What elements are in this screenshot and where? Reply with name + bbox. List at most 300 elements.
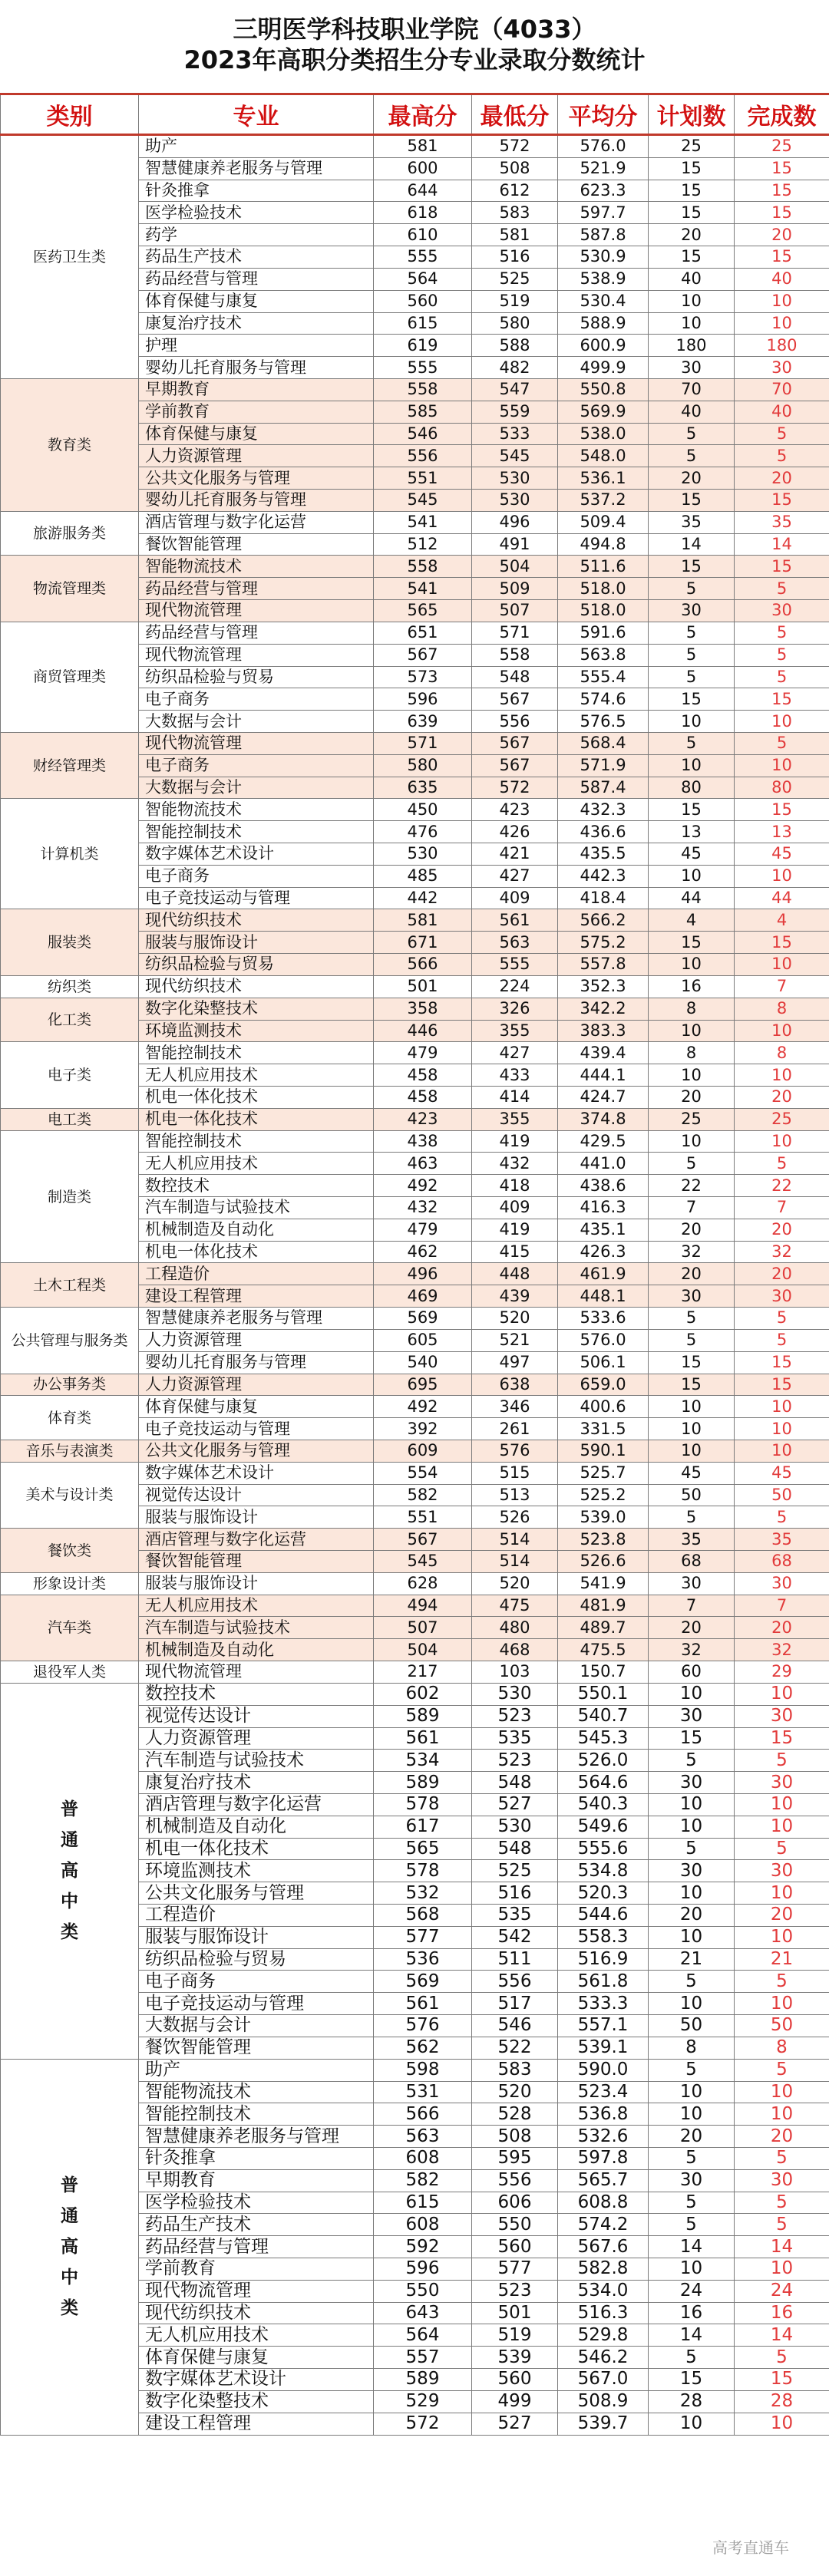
avg-score-cell: 508.9 xyxy=(558,2390,649,2413)
table-row xyxy=(1,998,829,1020)
plan-count-cell: 10 xyxy=(649,2103,735,2126)
max-score-cell: 592 xyxy=(374,2236,472,2258)
plan-count-cell: 5 xyxy=(649,2214,735,2236)
max-score-cell: 561 xyxy=(374,1727,472,1750)
avg-score-cell: 441.0 xyxy=(558,1153,649,1175)
avg-score-cell: 590.1 xyxy=(558,1440,649,1462)
plan-count-cell: 14 xyxy=(649,2236,735,2258)
major-cell: 建设工程管理 xyxy=(139,1285,374,1308)
avg-score-cell: 587.8 xyxy=(558,224,649,246)
min-score-cell: 583 xyxy=(472,2059,558,2081)
min-score-cell: 558 xyxy=(472,644,558,666)
done-count-cell: 8 xyxy=(735,998,829,1020)
table-body xyxy=(1,135,829,2436)
category-cell xyxy=(1,1683,139,2059)
done-count-cell: 20 xyxy=(735,2126,829,2148)
avg-score-cell: 534.0 xyxy=(558,2280,649,2302)
category-label: 物流管理类 xyxy=(32,580,106,598)
avg-score-cell: 533.6 xyxy=(558,1308,649,1330)
max-score-cell: 494 xyxy=(374,1595,472,1617)
major-cell: 大数据与会计 xyxy=(139,777,374,799)
avg-score-cell: 550.8 xyxy=(558,378,649,401)
plan-count-cell: 32 xyxy=(649,1639,735,1661)
major-cell: 机械制造及自动化 xyxy=(139,1816,374,1838)
major-cell: 助产 xyxy=(139,135,374,158)
major-cell: 数字媒体艺术设计 xyxy=(139,843,374,866)
category-label: 退役军人类 xyxy=(32,1663,106,1681)
plan-count-cell: 30 xyxy=(649,357,735,379)
max-score-cell: 554 xyxy=(374,1462,472,1484)
avg-score-cell: 530.9 xyxy=(558,246,649,269)
max-score-cell: 563 xyxy=(374,2126,472,2148)
max-score-cell: 569 xyxy=(374,1971,472,1993)
max-score-cell: 628 xyxy=(374,1572,472,1595)
plan-count-cell: 20 xyxy=(649,224,735,246)
table-row xyxy=(1,1396,829,1418)
plan-count-cell: 10 xyxy=(649,2081,735,2103)
done-count-cell: 15 xyxy=(735,157,829,180)
table-row xyxy=(1,732,829,754)
min-score-cell: 480 xyxy=(472,1617,558,1639)
table-row xyxy=(1,1661,829,1684)
avg-score-cell: 436.6 xyxy=(558,821,649,843)
done-count-cell: 15 xyxy=(735,246,829,269)
plan-count-cell: 10 xyxy=(649,1882,735,1905)
min-score-cell: 567 xyxy=(472,732,558,754)
min-score-cell: 261 xyxy=(472,1418,558,1440)
min-score-cell: 556 xyxy=(472,711,558,733)
plan-count-cell: 10 xyxy=(649,1418,735,1440)
min-score-cell: 548 xyxy=(472,666,558,688)
avg-score-cell: 539.7 xyxy=(558,2413,649,2435)
plan-count-cell: 22 xyxy=(649,1175,735,1197)
major-cell: 现代物流管理 xyxy=(139,2280,374,2302)
avg-score-cell: 481.9 xyxy=(558,1595,649,1617)
major-cell: 现代物流管理 xyxy=(139,732,374,754)
plan-count-cell: 5 xyxy=(649,644,735,666)
avg-score-cell: 567.0 xyxy=(558,2369,649,2391)
plan-count-cell: 20 xyxy=(649,1905,735,1927)
max-score-cell: 577 xyxy=(374,1926,472,1948)
max-score-cell: 463 xyxy=(374,1153,472,1175)
plan-count-cell: 14 xyxy=(649,2324,735,2347)
min-score-cell: 606 xyxy=(472,2192,558,2214)
min-score-cell: 527 xyxy=(472,2413,558,2435)
done-count-cell: 5 xyxy=(735,732,829,754)
category-label: 普通高中类 xyxy=(61,1799,78,1943)
min-score-cell: 530 xyxy=(472,1816,558,1838)
done-count-cell: 5 xyxy=(735,644,829,666)
max-score-cell: 551 xyxy=(374,1506,472,1529)
min-score-cell: 427 xyxy=(472,865,558,887)
major-cell: 针灸推拿 xyxy=(139,2147,374,2169)
avg-score-cell: 544.6 xyxy=(558,1905,649,1927)
plan-count-cell: 5 xyxy=(649,1750,735,1772)
min-score-cell: 514 xyxy=(472,1551,558,1573)
avg-score-cell: 590.0 xyxy=(558,2059,649,2081)
done-count-cell: 15 xyxy=(735,556,829,578)
plan-count-cell: 16 xyxy=(649,975,735,998)
category-label: 普通高中类 xyxy=(61,2175,78,2319)
category-label: 旅游服务类 xyxy=(32,525,106,543)
min-score-cell: 525 xyxy=(472,1860,558,1882)
avg-score-cell: 549.6 xyxy=(558,1816,649,1838)
done-count-cell: 5 xyxy=(735,2147,829,2169)
max-score-cell: 550 xyxy=(374,2280,472,2302)
done-count-cell: 10 xyxy=(735,1926,829,1948)
done-count-cell: 40 xyxy=(735,268,829,290)
category-cell xyxy=(1,1108,139,1130)
done-count-cell: 35 xyxy=(735,1529,829,1551)
plan-count-cell: 10 xyxy=(649,1993,735,2015)
max-score-cell: 534 xyxy=(374,1750,472,1772)
major-cell: 工程造价 xyxy=(139,1263,374,1285)
avg-score-cell: 541.9 xyxy=(558,1572,649,1595)
max-score-cell: 567 xyxy=(374,644,472,666)
min-score-cell: 418 xyxy=(472,1175,558,1197)
min-score-cell: 548 xyxy=(472,1838,558,1860)
min-score-cell: 545 xyxy=(472,445,558,467)
plan-count-cell: 30 xyxy=(649,1572,735,1595)
avg-score-cell: 569.9 xyxy=(558,401,649,423)
avg-score-cell: 540.3 xyxy=(558,1793,649,1816)
major-cell: 智能控制技术 xyxy=(139,1042,374,1064)
major-cell: 无人机应用技术 xyxy=(139,2324,374,2347)
major-cell: 机电一体化技术 xyxy=(139,1108,374,1130)
avg-score-cell: 623.3 xyxy=(558,180,649,202)
max-score-cell: 462 xyxy=(374,1241,472,1263)
done-count-cell: 30 xyxy=(735,1860,829,1882)
watermark: 高考直通车 xyxy=(712,2538,789,2557)
max-score-cell: 671 xyxy=(374,932,472,954)
done-count-cell: 32 xyxy=(735,1241,829,1263)
category-cell xyxy=(1,1529,139,1573)
major-cell: 机械制造及自动化 xyxy=(139,1219,374,1241)
major-cell: 体育保健与康复 xyxy=(139,423,374,445)
done-count-cell: 30 xyxy=(735,600,829,622)
major-cell: 公共文化服务与管理 xyxy=(139,1440,374,1462)
done-count-cell: 5 xyxy=(735,622,829,644)
done-count-cell: 10 xyxy=(735,1993,829,2015)
plan-count-cell: 10 xyxy=(649,2413,735,2435)
max-score-cell: 581 xyxy=(374,135,472,158)
plan-count-cell: 5 xyxy=(649,1153,735,1175)
done-count-cell: 30 xyxy=(735,2169,829,2192)
min-score-cell: 497 xyxy=(472,1351,558,1374)
min-score-cell: 571 xyxy=(472,622,558,644)
plan-count-cell: 15 xyxy=(649,180,735,202)
min-score-cell: 439 xyxy=(472,1285,558,1308)
plan-count-cell: 5 xyxy=(649,2347,735,2369)
min-score-cell: 508 xyxy=(472,2126,558,2148)
done-count-cell: 4 xyxy=(735,909,829,932)
min-score-cell: 355 xyxy=(472,1108,558,1130)
max-score-cell: 545 xyxy=(374,490,472,512)
category-cell xyxy=(1,998,139,1042)
done-count-cell: 10 xyxy=(735,1440,829,1462)
min-score-cell: 433 xyxy=(472,1064,558,1087)
done-count-cell: 10 xyxy=(735,1418,829,1440)
done-count-cell: 10 xyxy=(735,1793,829,1816)
done-count-cell: 8 xyxy=(735,2037,829,2059)
major-cell: 现代纺织技术 xyxy=(139,975,374,998)
max-score-cell: 609 xyxy=(374,1440,472,1462)
avg-score-cell: 342.2 xyxy=(558,998,649,1020)
min-score-cell: 547 xyxy=(472,378,558,401)
major-cell: 智慧健康养老服务与管理 xyxy=(139,157,374,180)
major-cell: 药品生产技术 xyxy=(139,246,374,269)
done-count-cell: 5 xyxy=(735,1750,829,1772)
plan-count-cell: 50 xyxy=(649,1484,735,1506)
done-count-cell: 30 xyxy=(735,1572,829,1595)
avg-score-cell: 539.0 xyxy=(558,1506,649,1529)
plan-count-cell: 10 xyxy=(649,1020,735,1042)
avg-score-cell: 494.8 xyxy=(558,533,649,556)
min-score-cell: 572 xyxy=(472,777,558,799)
min-score-cell: 409 xyxy=(472,887,558,909)
avg-score-cell: 475.5 xyxy=(558,1639,649,1661)
avg-score-cell: 416.3 xyxy=(558,1197,649,1219)
plan-count-cell: 15 xyxy=(649,1727,735,1750)
plan-count-cell: 15 xyxy=(649,2369,735,2391)
done-count-cell: 22 xyxy=(735,1175,829,1197)
avg-score-cell: 489.7 xyxy=(558,1617,649,1639)
done-count-cell: 5 xyxy=(735,1838,829,1860)
plan-count-cell: 15 xyxy=(649,556,735,578)
min-score-cell: 522 xyxy=(472,2037,558,2059)
category-label: 体育类 xyxy=(47,1409,91,1427)
done-count-cell: 35 xyxy=(735,511,829,533)
min-score-cell: 426 xyxy=(472,821,558,843)
category-label: 美术与设计类 xyxy=(25,1486,114,1504)
major-cell: 体育保健与康复 xyxy=(139,290,374,312)
done-count-cell: 8 xyxy=(735,1042,829,1064)
major-cell: 数字化染整技术 xyxy=(139,2390,374,2413)
major-cell: 无人机应用技术 xyxy=(139,1153,374,1175)
plan-count-cell: 25 xyxy=(649,135,735,158)
min-score-cell: 539 xyxy=(472,2347,558,2369)
table-row xyxy=(1,2059,829,2081)
min-score-cell: 530 xyxy=(472,467,558,490)
major-cell: 医学检验技术 xyxy=(139,202,374,224)
table-row xyxy=(1,1263,829,1285)
avg-score-cell: 374.8 xyxy=(558,1108,649,1130)
major-cell: 助产 xyxy=(139,2059,374,2081)
max-score-cell: 695 xyxy=(374,1374,472,1396)
category-label: 制造类 xyxy=(47,1188,91,1206)
category-label: 办公事务类 xyxy=(32,1376,106,1394)
min-score-cell: 530 xyxy=(472,490,558,512)
max-score-cell: 469 xyxy=(374,1285,472,1308)
major-cell: 酒店管理与数字化运营 xyxy=(139,1529,374,1551)
avg-score-cell: 516.3 xyxy=(558,2302,649,2324)
min-score-cell: 560 xyxy=(472,2369,558,2391)
min-score-cell: 523 xyxy=(472,1750,558,1772)
plan-count-cell: 5 xyxy=(649,2059,735,2081)
done-count-cell: 7 xyxy=(735,1197,829,1219)
major-cell: 服装与服饰设计 xyxy=(139,932,374,954)
done-count-cell: 5 xyxy=(735,2059,829,2081)
avg-score-cell: 545.3 xyxy=(558,1727,649,1750)
table-header xyxy=(1,94,829,135)
min-score-cell: 520 xyxy=(472,1308,558,1330)
min-score-cell: 523 xyxy=(472,1705,558,1727)
max-score-cell: 605 xyxy=(374,1329,472,1351)
major-cell: 纺织品检验与贸易 xyxy=(139,954,374,976)
category-label: 教育类 xyxy=(47,436,91,454)
major-cell: 酒店管理与数字化运营 xyxy=(139,511,374,533)
plan-count-cell: 10 xyxy=(649,1926,735,1948)
min-score-cell: 563 xyxy=(472,932,558,954)
max-score-cell: 392 xyxy=(374,1418,472,1440)
done-count-cell: 13 xyxy=(735,821,829,843)
major-cell: 汽车制造与试验技术 xyxy=(139,1750,374,1772)
major-cell: 机电一体化技术 xyxy=(139,1241,374,1263)
category-label: 服装类 xyxy=(47,934,91,952)
category-cell xyxy=(1,622,139,732)
min-score-cell: 542 xyxy=(472,1926,558,1948)
avg-score-cell: 565.7 xyxy=(558,2169,649,2192)
min-score-cell: 432 xyxy=(472,1153,558,1175)
max-score-cell: 564 xyxy=(374,268,472,290)
done-count-cell: 30 xyxy=(735,357,829,379)
major-cell: 人力资源管理 xyxy=(139,1329,374,1351)
plan-count-cell: 180 xyxy=(649,335,735,357)
school-title: 三明医学科技职业学院（4033） xyxy=(233,15,596,44)
max-score-cell: 556 xyxy=(374,445,472,467)
major-cell: 纺织品检验与贸易 xyxy=(139,1948,374,1971)
avg-score-cell: 539.1 xyxy=(558,2037,649,2059)
major-cell: 药品经营与管理 xyxy=(139,268,374,290)
plan-count-cell: 21 xyxy=(649,1948,735,1971)
major-cell: 服装与服饰设计 xyxy=(139,1926,374,1948)
table-row xyxy=(1,799,829,821)
plan-count-cell: 10 xyxy=(649,1793,735,1816)
avg-score-cell: 571.9 xyxy=(558,754,649,777)
done-count-cell: 14 xyxy=(735,2324,829,2347)
done-count-cell: 5 xyxy=(735,2347,829,2369)
min-score-cell: 519 xyxy=(472,290,558,312)
plan-count-cell: 45 xyxy=(649,843,735,866)
min-score-cell: 583 xyxy=(472,202,558,224)
table-row xyxy=(1,1042,829,1064)
avg-score-cell: 564.6 xyxy=(558,1772,649,1794)
max-score-cell: 598 xyxy=(374,2059,472,2081)
max-score-cell: 492 xyxy=(374,1175,472,1197)
plan-count-cell: 30 xyxy=(649,1285,735,1308)
plan-count-cell: 5 xyxy=(649,1308,735,1330)
done-count-cell: 15 xyxy=(735,932,829,954)
max-score-cell: 589 xyxy=(374,2369,472,2391)
plan-count-cell: 32 xyxy=(649,1241,735,1263)
major-cell: 数控技术 xyxy=(139,1175,374,1197)
min-score-cell: 414 xyxy=(472,1086,558,1108)
avg-score-cell: 566.2 xyxy=(558,909,649,932)
min-score-cell: 567 xyxy=(472,754,558,777)
done-count-cell: 5 xyxy=(735,445,829,467)
max-score-cell: 651 xyxy=(374,622,472,644)
category-label: 计算机类 xyxy=(40,845,99,863)
plan-count-cell: 8 xyxy=(649,998,735,1020)
category-label: 公共管理与服务类 xyxy=(11,1331,128,1349)
report-title: 2023年高职分类招生分专业录取分数统计 xyxy=(183,45,646,74)
major-cell: 体育保健与康复 xyxy=(139,2347,374,2369)
avg-score-cell: 424.7 xyxy=(558,1086,649,1108)
major-cell: 康复治疗技术 xyxy=(139,312,374,335)
major-cell: 人力资源管理 xyxy=(139,1374,374,1396)
avg-score-cell: 536.8 xyxy=(558,2103,649,2126)
min-score-cell: 501 xyxy=(472,2302,558,2324)
major-cell: 现代物流管理 xyxy=(139,600,374,622)
avg-score-cell: 534.8 xyxy=(558,1860,649,1882)
avg-score-cell: 548.0 xyxy=(558,445,649,467)
plan-count-cell: 4 xyxy=(649,909,735,932)
min-score-cell: 517 xyxy=(472,1993,558,2015)
max-score-cell: 423 xyxy=(374,1108,472,1130)
table-row xyxy=(1,378,829,401)
avg-score-cell: 600.9 xyxy=(558,335,649,357)
plan-count-cell: 10 xyxy=(649,1396,735,1418)
max-score-cell: 615 xyxy=(374,312,472,335)
max-score-cell: 617 xyxy=(374,1816,472,1838)
table-row xyxy=(1,1683,829,1705)
major-cell: 智慧健康养老服务与管理 xyxy=(139,1308,374,1330)
done-count-cell: 5 xyxy=(735,578,829,600)
min-score-cell: 515 xyxy=(472,1462,558,1484)
major-cell: 智能控制技术 xyxy=(139,821,374,843)
min-score-cell: 496 xyxy=(472,511,558,533)
category-cell xyxy=(1,1308,139,1374)
max-score-cell: 580 xyxy=(374,754,472,777)
min-score-cell: 521 xyxy=(472,1329,558,1351)
max-score-cell: 581 xyxy=(374,909,472,932)
avg-score-cell: 536.1 xyxy=(558,467,649,490)
major-cell: 餐饮智能管理 xyxy=(139,1551,374,1573)
plan-count-cell: 5 xyxy=(649,2147,735,2169)
max-score-cell: 596 xyxy=(374,2258,472,2281)
plan-count-cell: 25 xyxy=(649,1108,735,1130)
max-score-cell: 635 xyxy=(374,777,472,799)
done-count-cell: 10 xyxy=(735,2258,829,2281)
done-count-cell: 68 xyxy=(735,1551,829,1573)
major-cell: 体育保健与康复 xyxy=(139,1396,374,1418)
category-label: 化工类 xyxy=(47,1011,91,1028)
min-score-cell: 567 xyxy=(472,688,558,711)
category-label: 音乐与表演类 xyxy=(25,1442,114,1460)
max-score-cell: 585 xyxy=(374,401,472,423)
done-count-cell: 45 xyxy=(735,843,829,866)
major-cell: 酒店管理与数字化运营 xyxy=(139,1793,374,1816)
min-score-cell: 588 xyxy=(472,335,558,357)
major-cell: 无人机应用技术 xyxy=(139,1064,374,1087)
avg-score-cell: 426.3 xyxy=(558,1241,649,1263)
done-count-cell: 10 xyxy=(735,1683,829,1705)
min-score-cell: 419 xyxy=(472,1130,558,1153)
avg-score-cell: 576.5 xyxy=(558,711,649,733)
done-count-cell: 25 xyxy=(735,1108,829,1130)
done-count-cell: 10 xyxy=(735,1816,829,1838)
max-score-cell: 589 xyxy=(374,1772,472,1794)
col-min: 最低分 xyxy=(472,94,558,135)
done-count-cell: 10 xyxy=(735,954,829,976)
min-score-cell: 612 xyxy=(472,180,558,202)
min-score-cell: 572 xyxy=(472,135,558,158)
category-label: 汽车类 xyxy=(47,1619,91,1637)
plan-count-cell: 30 xyxy=(649,2169,735,2192)
min-score-cell: 224 xyxy=(472,975,558,998)
col-avg: 平均分 xyxy=(558,94,649,135)
max-score-cell: 541 xyxy=(374,511,472,533)
